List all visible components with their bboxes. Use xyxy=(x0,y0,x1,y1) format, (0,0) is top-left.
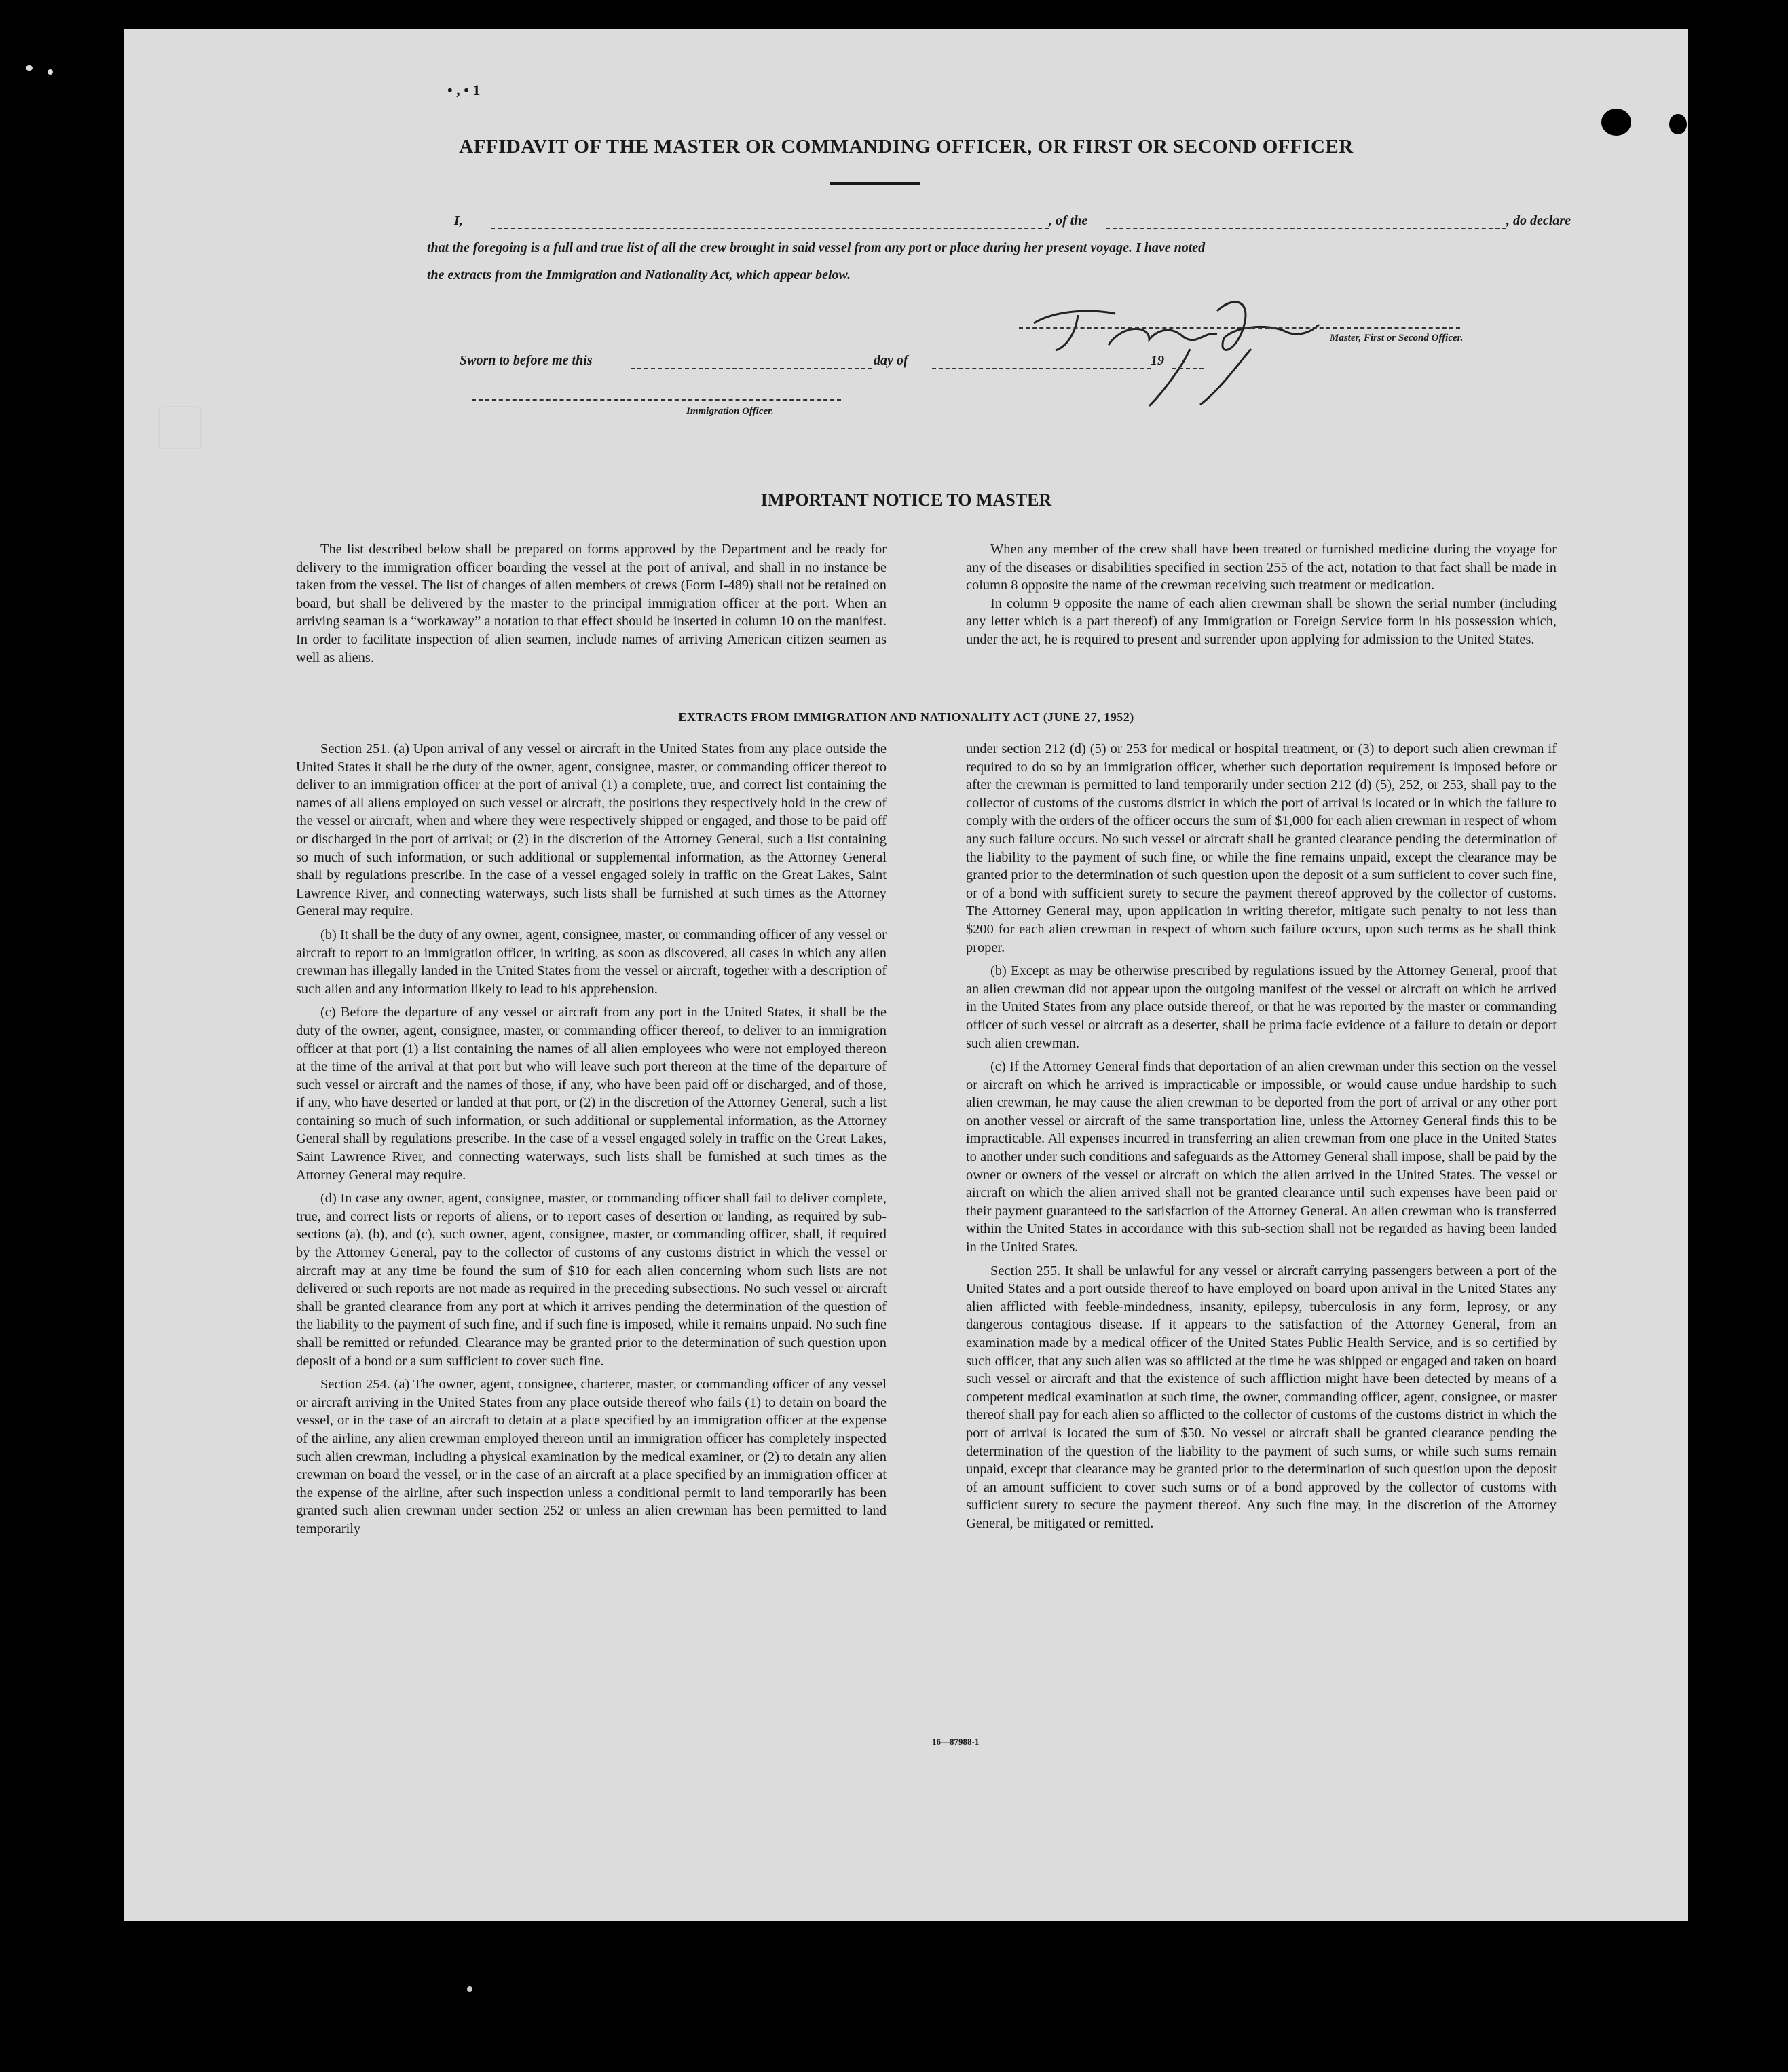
faint-stamp xyxy=(158,406,202,449)
declare-of: , of the xyxy=(1049,213,1088,228)
title-divider xyxy=(830,182,920,185)
ink-smudge xyxy=(1669,114,1687,134)
punch-hole xyxy=(1703,709,1733,739)
scan-speck xyxy=(48,69,53,75)
notice-right-column xyxy=(966,540,1557,649)
section-255: Section 255. It shall be unlawful for any vessel or aircraft carrying passengers between a port of the United States and a port outside thereof to have employed on board upon arrival in the United States any alien afflicted with feeble-mindedness, insanity, epilepsy, tuberculosis in any form, leprosy, or any dangerous contagious disease. If it appears to the satisfaction of the Attorney General, from an examination made by a medical officer of the United States Public Health Service, and is so certified by such officer, that any such alien was so afflicted at the time he was shipped or engaged and taken on board such vessel or aircraft and that the existence of such affliction might have been detected by means of a competent medical examination at such time, the owner, commanding officer, agent, consignee, or master thereof shall pay for each alien so afflicted to the collector of customs of the customs district in which the port of arrival is located the sum of $50. No vessel or aircraft shall be granted clearance pending the determination of the question of the liability to the payment of such sums, or while such sums remain unpaid, except that clearance may be granted prior to the determination of such question upon the deposit of an amount sufficient to cover such sums or of a bond approved by the collector of customs with sufficient surety to secure the payment thereof. Any such fine may, in the discretion of the Attorney General, be mitigated or remitted. xyxy=(966,1263,1557,1531)
vessel-blank xyxy=(1106,228,1506,229)
ink-smudge xyxy=(1601,109,1631,136)
scan-speck xyxy=(467,1986,472,1992)
punch-hole xyxy=(1690,1363,1719,1393)
notice-right-paragraph: When any member of the crew shall have been treated or furnished medicine during the voyage for any of the diseases or disabilities specified in section 255 of the act, notation to that fact shall be made in column 8 opposite the name of the crewman receiving such treatment or medication. xyxy=(966,542,1557,593)
section-254c: (c) If the Attorney General finds that deportation of an alien crewman under this section on the vessel or aircraft on which he arrived is impracticable or impossible, or would cause undue hardship to such alien crewman, he may cause the alien crewman to be deported from the port of arrival or any other port on another vessel or aircraft of the same transportation line, unless the Attorney General finds this to be impracticable. All expenses incurred in transferring an alien crewman from one place in the United States to another under such conditions and safeguards as the Attorney General shall impose, shall be paid by the owner or owners of the vessel or aircraft on which the alien arrived in the United States. The vessel or aircraft on which the alien arrived shall not be granted clearance until such expenses have been paid or their payment guaranteed to the satisfaction of the Attorney General. An alien crewman who is transferred within the United States in accordance with this sub-section shall not be regarded as having been landed in the United States. xyxy=(966,1059,1557,1255)
notice-right-paragraph: In column 9 opposite the name of each alien crewman shall be shown the serial number (including any letter which is a part thereof) of any Immigration or Foreign Service form in his possession which, under the act, he is required to present and surrender upon applying for admission to the United States. xyxy=(966,595,1557,647)
form-code: 16—87988-1 xyxy=(932,1737,980,1747)
declare-end: , do declare xyxy=(1506,213,1571,228)
extracts-right-column xyxy=(966,740,1557,1533)
signature-text xyxy=(1013,286,1249,318)
officer-caption: Immigration Officer. xyxy=(686,406,774,417)
section-251c: (c) Before the departure of any vessel or aircraft from any port in the United States, it shall be the duty of the owner, agent, consignee, master, or commanding officer thereof, to deliver to an immigration officer at that port (1) a list containing the names of all alien employees who were not employed thereon at the time of the arrival at that port but who will leave such port thereon at the time of the departure of such vessel or aircraft and the names of those, if any, who have been paid off or discharged, and of those, if any, who have deserted or landed at that port, or (2) in the discretion of the Attorney General, such a list containing so much of such information, or such additional or supplemental information, as the Attorney General shall by regulations prescribe. In the case of a vessel engaged solely in traffic on the Great Lakes, Saint Lawrence River, and connecting waterways, such lists shall be furnished at such times as the Attorney General may require. xyxy=(296,1005,887,1183)
punch-hole xyxy=(1692,1263,1722,1293)
document-page xyxy=(124,29,1688,1921)
master-caption: Master, First or Second Officer. xyxy=(1330,333,1464,344)
corner-mark: • , • 1 xyxy=(447,81,481,98)
punch-hole xyxy=(1711,314,1741,344)
notice-left-paragraph: The list described below shall be prepared on forms approved by the Department and be ready for delivery to the immigration officer boarding the vessel at the port of arrival, and shall in no instance be taken from the vessel. The list of changes of alien members of crews (Form I-489) shall not be retained on board, but shall be delivered by the master to the principal immigration officer at the port. When an arriving seaman is a “workaway” a notation to that effect should be inserted in column 10 on the manifest. In order to facilitate inspection of alien seamen, include names of arriving American citizen seamen as well as aliens. xyxy=(296,542,887,665)
punch-hole xyxy=(1711,200,1741,229)
section-251b: (b) It shall be the duty of any owner, agent, consignee, master, or commanding officer of any vessel or aircraft to report to an immigration officer, in writing, as soon as discovered, all cases in which any alien crewman has illegally landed in the United States from the vessel or aircraft, together with a description of such alien and any information likely to lead to his apprehension. xyxy=(296,927,887,997)
notice-left-column xyxy=(296,540,887,667)
sworn-month-blank xyxy=(932,368,1151,369)
section-251a: Section 251. (a) Upon arrival of any vessel or aircraft in the United States from any place outside the United States it shall be the duty of the owner, agent, consignee, master, or commanding officer thereof to deliver to an immigration officer at the port of arrival (1) a complete, true, and correct list containing the names of all aliens employed on such vessel or aircraft, the positions they respectively hold in the crew of the vessel or aircraft, when and where they were respectively shipped or engaged, and those to be paid off or discharged in the port of arrival; or (2) in the discretion of the Attorney General, such a list containing so much of such information, or such additional or supplemental information, as the Attorney General shall by regulations prescribe. In the case of a vessel engaged solely in traffic on the Great Lakes, Saint Lawrence River, and connecting waterways, such lists shall be furnished at such times as the Attorney General may require. xyxy=(296,741,887,919)
scan-speck xyxy=(26,65,33,71)
extracts-left-column xyxy=(296,740,887,1538)
name-blank xyxy=(491,228,1049,229)
declare-start: I, xyxy=(454,213,463,228)
master-signature-line xyxy=(1019,327,1460,329)
sworn-year: 19 xyxy=(1151,353,1164,368)
declare-line-2: that the foregoing is a full and true list of all the crew brought in said vessel from any port or place during her present voyage. I have noted xyxy=(427,240,1206,255)
declare-line-3: the extracts from the Immigration and Nationality Act, which appear below. xyxy=(427,267,851,282)
officer-signature-line xyxy=(472,399,841,401)
section-254a: Section 254. (a) The owner, agent, consignee, charterer, master, or commanding officer of any vessel or aircraft arriving in the United States from any place outside thereof who fails (1) to detain on board the vessel, or in the case of an aircraft to detain at a place specified by an immigration officer at the expense of the airline, any alien crewman employed thereon until an immigration officer has completely inspected such alien crewman, including a physical examination by the medical examiner, or (2) to detain any alien crewman on board the vessel, or in the case of an aircraft at a place specified by an immigration officer at the expense of the airline, after such inspection unless a conditional permit to land temporarily has been granted such alien crewman under section 252 or unless an alien crewman has been permitted to land temporarily xyxy=(296,1377,887,1536)
affidavit-title: AFFIDAVIT OF THE MASTER OR COMMANDING OFFICER, OR FIRST OR SECOND OFFICER xyxy=(459,136,1354,158)
punch-hole xyxy=(1706,607,1736,637)
section-254a-continued: under section 212 (d) (5) or 253 for medical or hospital treatment, or (3) to deport such alien crewman if required to do so by an immigration officer, whether such deportation requirement is imposed before or after the crewman is permitted to land temporarily under section 212 (d) (5), 252, or 253, shall pay to the collector of customs of the customs district in which the port of arrival is located or in which the failure to comply with the orders of the officer occurs the sum of $1,000 for each alien crewman in respect of whom any such failure occurs. No such vessel or aircraft shall be granted clearance pending the determination of the liability to the payment of such fine, or while the fine remains unpaid, except the clearance may be granted prior to the determination of such question upon the deposit of a sum sufficient to cover such fine, or of a bond with sufficient surety to secure the payment thereof approved by the collector of customs. The Attorney General may, upon application in writing therefor, mitigate such penalty to not less than $200 for each alien crewman in respect of whom such failure occurs, upon such terms as he shall think proper. xyxy=(966,741,1557,955)
sworn-day: day of xyxy=(874,353,908,368)
section-254b: (b) Except as may be otherwise prescribed by regulations issued by the Attorney General, proof that an alien crewman did not appear upon the outgoing manifest of the vessel or aircraft on which he arrived in the United States from any place outside thereof, or that he was reported by the master or commanding officer of such vessel or aircraft as a deserter, shall be prima facie evidence of a failure to detain or deport such alien crewman. xyxy=(966,963,1557,1051)
notice-title: IMPORTANT NOTICE TO MASTER xyxy=(760,490,1052,510)
sworn-day-blank xyxy=(631,368,872,369)
extracts-title: EXTRACTS FROM IMMIGRATION AND NATIONALITY ACT (JUNE 27, 1952) xyxy=(678,710,1134,724)
section-251d: (d) In case any owner, agent, consignee, master, or commanding officer shall fail to deliver complete, true, and correct lists or reports of aliens, or to report cases of desertion or landing, as required by sub-sections (a), (b), and (c), such owner, agent, consignee, master, or commanding officer, shall, if required by the Attorney General, pay to the collector of customs of any customs district in which the vessel or aircraft may at any time be found the sum of $10 for each alien concerning whom such lists are not delivered or such reports are not made as required in the preceding subsections. No such vessel or aircraft shall be granted clearance from any port at which it arrives pending the determination of the question of the liability to the payment of such fine, and if such fine is imposed, while it remains unpaid. No such fine shall be remitted or refunded. Clearance may be granted prior to the determination of such question upon deposit of a bond or a sum sufficient to cover such fine. xyxy=(296,1191,887,1369)
sworn-start: Sworn to before me this xyxy=(460,353,593,368)
sworn-year-blank xyxy=(1172,368,1204,369)
punch-hole xyxy=(1692,1753,1722,1783)
